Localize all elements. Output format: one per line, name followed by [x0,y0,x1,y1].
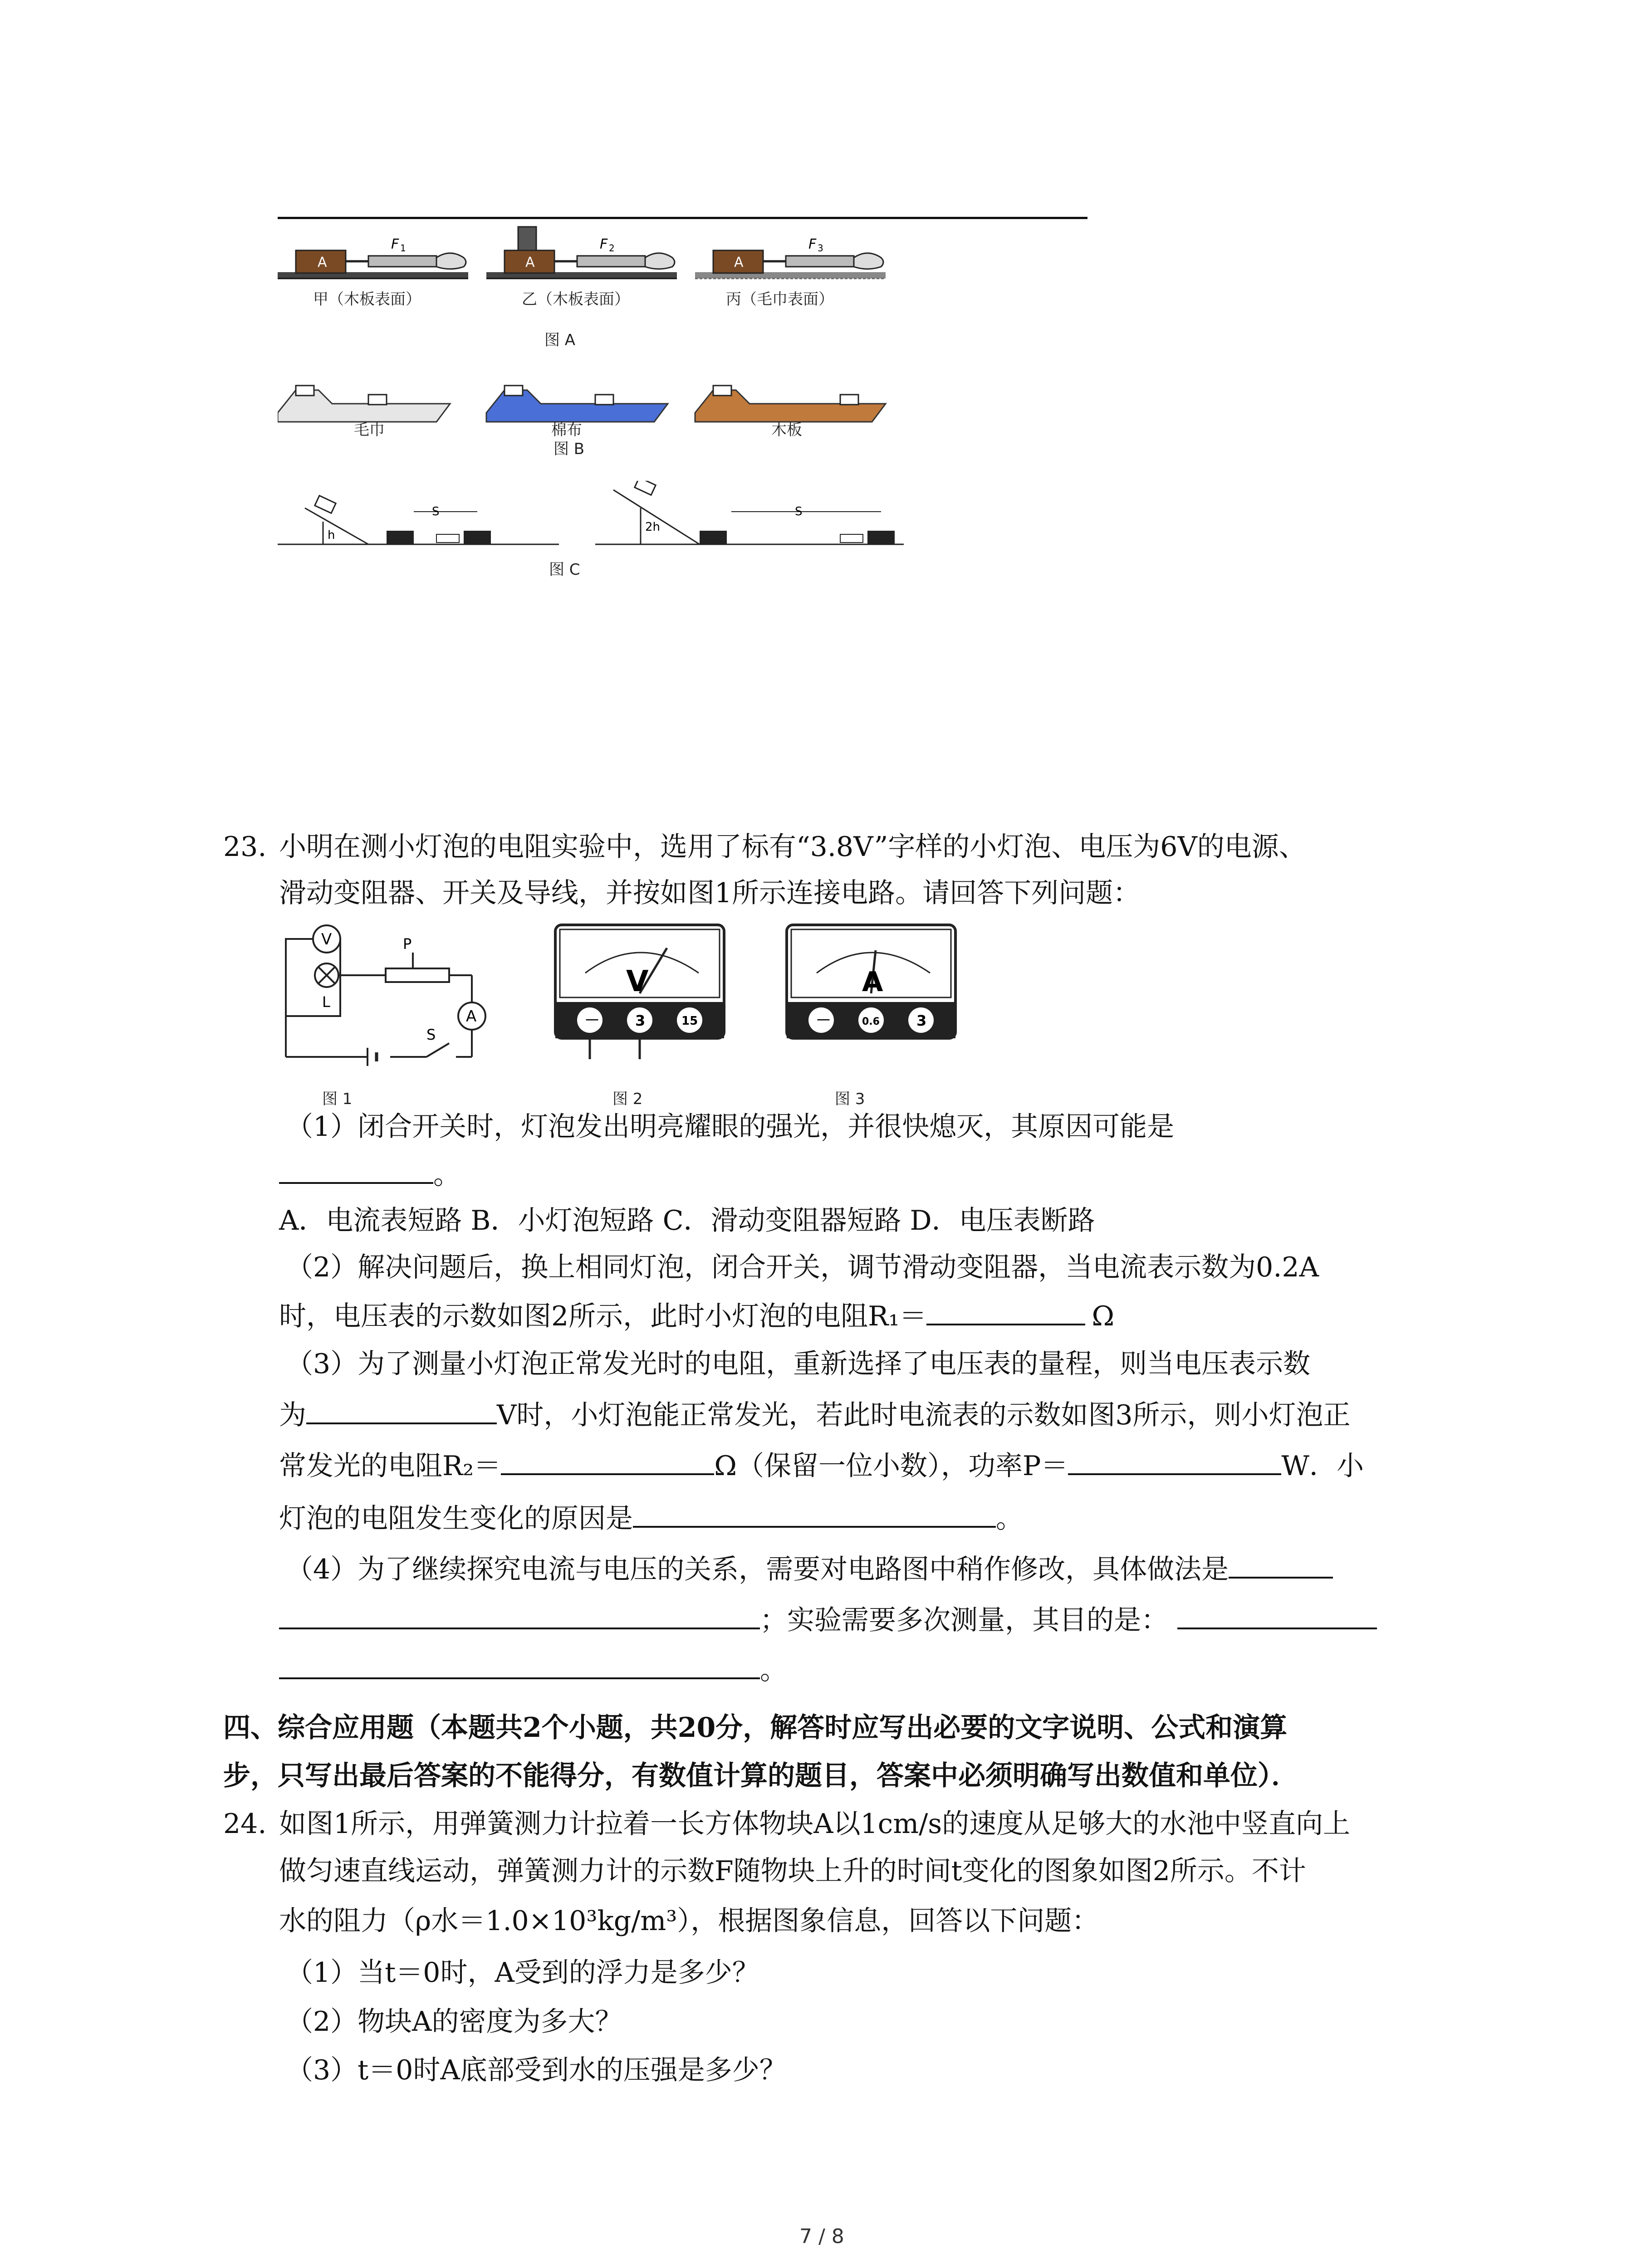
q24-sub2: （2）物块A的密度为多大？ [286,2006,622,2038]
circuit-meter-v: V [321,930,332,948]
q23-number: 23. [223,831,267,863]
svg-text:－: － [584,1012,600,1030]
svg-text:15: 15 [681,1014,698,1028]
q23-power-blank[interactable] [1068,1447,1281,1475]
q23-voltage-blank[interactable] [306,1396,497,1424]
fig3-caption: 图 3 [835,1090,865,1108]
q23-r2-blank[interactable] [501,1447,714,1475]
figure-c-left [278,496,559,544]
label-h: h [328,528,335,542]
svg-text:F: F [600,236,608,252]
q23-p2-line1: （2）解决问题后，换上相同灯泡，闭合开关，调节滑动变阻器，当电流表示数为0.2A [286,1251,1319,1283]
q23-p4-end: 。 [760,1654,787,1686]
surface-label-1: 毛巾 [354,421,385,439]
q23-p4-line2 [279,1601,1377,1638]
svg-text:F: F [808,236,817,252]
voltmeter-letter: V [626,965,649,998]
q23-p2-line2 [279,1297,1114,1334]
svg-text:3: 3 [818,243,823,254]
svg-text:3: 3 [916,1012,927,1029]
fig1-caption: 图 1 [322,1090,353,1108]
ammeter-letter: A [862,966,883,998]
section4-line2: 步，只写出最后答案的不能得分，有数值计算的题目，答案中必须明确写出数值和单位）． [223,1760,1298,1792]
q23-p4-line1 [286,1550,1333,1587]
figure-a-caption: 图 A [544,331,576,349]
ammeter-figure [785,923,957,1068]
q24-number: 24. [223,1808,267,1840]
q23-p3-line3 [279,1447,1364,1484]
surface-label-3: 木板 [771,421,802,439]
q23-p4-line3 [279,1651,787,1688]
q23-p1-line1: （1）闭合开关时，灯泡发出明亮耀眼的强光，并很快熄灭，其原因可能是 [286,1111,1175,1143]
q23-p4-line2a: ；实验需要多次测量，其目的是： [760,1604,1168,1636]
q23-p4-line1a: （4）为了继续探究电流与电压的关系，需要对电路图中稍作修改，具体做法是 [286,1554,1229,1585]
ramp-wood [695,386,886,422]
q24-line1: 如图1所示，用弹簧测力计拉着一长方体物块A以1cm/s的速度从足够大的水池中竖直向上 [279,1808,1351,1840]
q23-reason-blank[interactable] [633,1500,996,1528]
svg-text:S: S [795,505,803,518]
q23-p3-line4b: 。 [996,1503,1023,1535]
q23-p3-line2b: V时，小灯泡能正常发光，若此时电流表的示数如图3所示，则小灯泡正 [497,1399,1351,1431]
q23-purpose-blank-b[interactable] [279,1651,760,1679]
figure-a-panel-3 [695,236,886,279]
q23-p2-line2a: 时，电压表的示数如图2所示，此时小灯泡的电阻R₁＝ [279,1300,927,1332]
q23-p3-line1: （3）为了测量小灯泡正常发光时的电阻，重新选择了电压表的量程，则当电压表示数 [286,1348,1311,1380]
circuit-diagram [281,921,499,1080]
figure-c-right [595,481,904,544]
q23-p3-line3c: W．小 [1281,1450,1364,1482]
figure-a-panel-1 [278,236,468,279]
panel-label-2: 乙（木板表面） [522,290,630,308]
surface-label-2: 棉布 [551,421,582,439]
svg-text:A: A [525,254,535,270]
q23-method-blank-a[interactable] [1229,1550,1333,1579]
q23-options: A．电流表短路 B．小灯泡短路 C．滑动变阻器短路 D．电压表断路 [279,1205,1095,1237]
section4-line1: 四、综合应用题（本题共2个小题，共20分，解答时应写出必要的文字说明、公式和演算 [223,1712,1288,1744]
svg-text:L: L [322,993,330,1011]
fig2-caption: 图 2 [612,1090,643,1108]
voltmeter-figure [554,923,726,1068]
q23-intro-line1: 小明在测小灯泡的电阻实验中，选用了标有“3.8V”字样的小灯泡、电压为6V的电源、 [279,831,1306,863]
q23-p3-line2a: 为 [279,1399,306,1431]
ramp-cotton [486,386,668,422]
figure-b-caption: 图 B [554,440,585,458]
svg-text:2h: 2h [645,520,661,534]
panel-label-1: 甲（木板表面） [313,290,421,308]
q23-intro-line2: 滑动变阻器、开关及导线，并按如图1所示连接电路。请回答下列问题： [279,877,1141,909]
q24-sub1: （1）当t＝0时，A受到的浮力是多少？ [286,1957,759,1989]
svg-text:1: 1 [400,243,406,254]
q23-r1-blank[interactable] [926,1297,1085,1325]
q23-p1-end: 。 [433,1159,460,1191]
q23-p3-line3b: Ω（保留一位小数），功率P＝ [714,1450,1068,1482]
svg-text:－: － [816,1012,831,1030]
figure-c-caption: 图 C [549,561,580,579]
q23-method-blank-b[interactable] [279,1601,760,1629]
q24-line2: 做匀速直线运动，弹簧测力计的示数F随物块上升的时间t变化的图象如图2所示。不计 [279,1855,1306,1887]
q23-p3-line2 [279,1396,1351,1433]
svg-text:0.6: 0.6 [862,1016,880,1027]
figure-c [278,481,904,562]
panel-label-3: 丙（毛巾表面） [726,290,834,308]
figure-a-panel-2 [486,227,677,279]
block-label-1: A [318,254,327,270]
top-rule [278,217,1087,219]
q23-p3-line3a: 常发光的电阻R₂＝ [279,1450,501,1482]
ramp-towel [278,386,450,422]
q23-p1-answer-line [279,1156,460,1193]
svg-text:S: S [426,1026,436,1043]
svg-text:3: 3 [635,1012,646,1029]
svg-text:A: A [466,1007,477,1026]
q23-p1-blank[interactable] [279,1156,433,1184]
q23-purpose-blank-a[interactable] [1177,1601,1377,1629]
svg-text:2: 2 [609,243,615,254]
page-number: 7 / 8 [799,2225,844,2248]
q23-p3-line4a: 灯泡的电阻发生变化的原因是 [279,1503,633,1535]
svg-text:P: P [403,935,412,953]
q23-p3-line4 [279,1500,1023,1536]
q24-line3: 水的阻力（ρ水＝1.0×10³kg/m³），根据图象信息，回答以下问题： [279,1905,1099,1937]
svg-text:S: S [432,505,440,518]
svg-text:A: A [734,254,744,270]
q24-sub3: （3）t＝0时A底部受到水的压强是多少？ [286,2054,787,2086]
force-label-1: F [391,236,399,252]
q23-p2-unit: Ω [1092,1300,1115,1332]
